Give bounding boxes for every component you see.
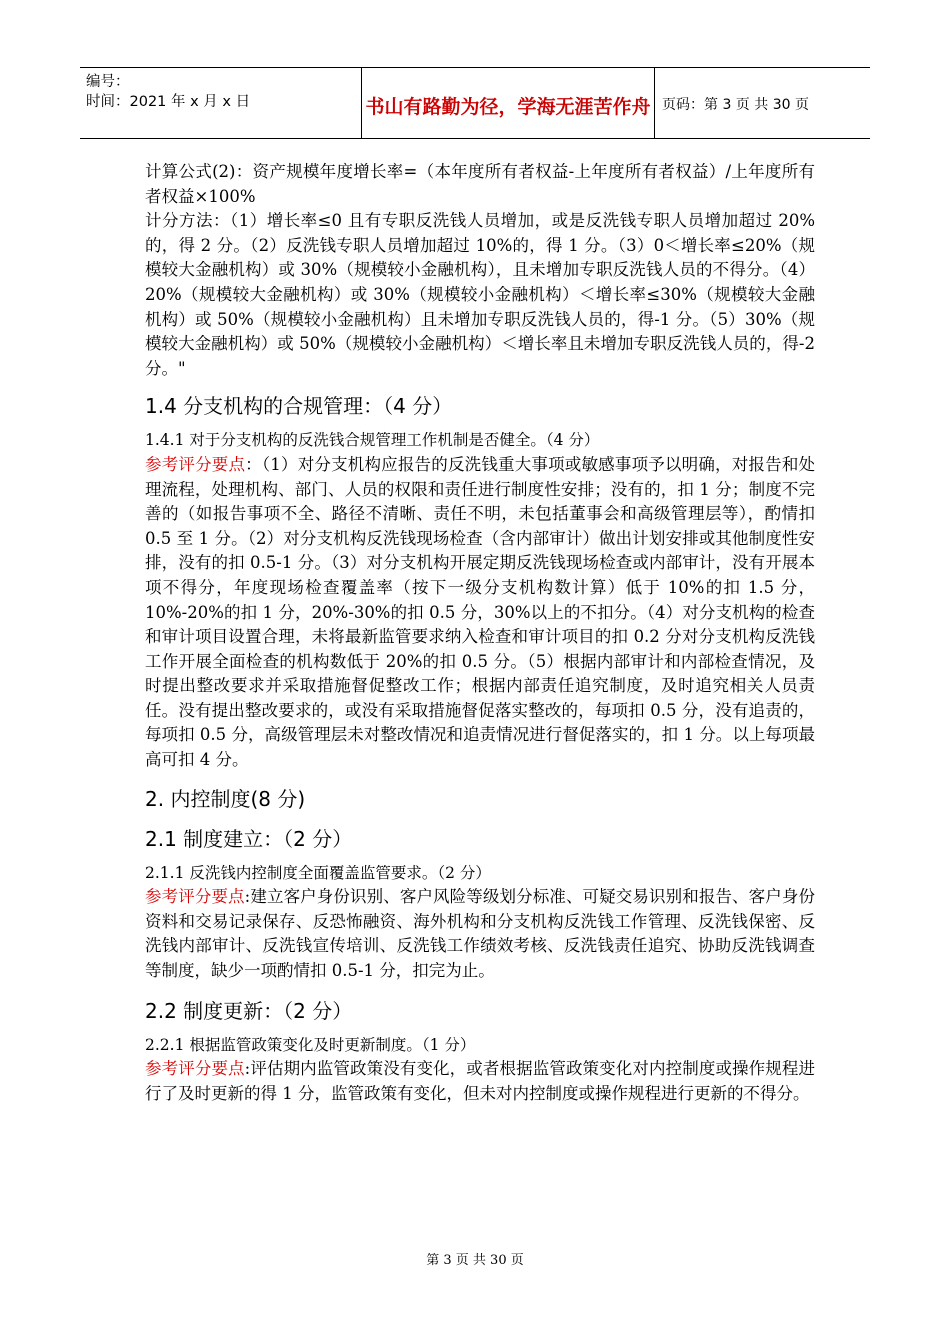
section-heading-1-4: 1.4 分支机构的合规管理：（4 分）: [145, 394, 453, 419]
page-header: [80, 67, 870, 139]
reference-label: 参考评分要点: [145, 887, 245, 907]
section-heading-2-1: 2.1 制度建立：（2 分）: [145, 826, 353, 851]
answer-1-4-1: [145, 453, 815, 773]
scoring-method-paragraph: 计分方法：（1）增长率≤0 且有专职反洗钱人员增加，或是反洗钱专职人员增加超过 20%的，得 2 分。（2）反洗钱专职人员增加超过 10%的，得 1 分。（3）0＜增长率≤20%（规模较大金融机构）或 30%（规模较小金融机构），且未增加专职反洗钱人员的不得分。（4）20%（规模较大金融机构）或 30%（规模较小金融机构）＜增长率≤30%（规模较大金融机构）或 50%（规模较小金融机构）且未增加专职反洗钱人员的，得-1 分。（5）30%（规模较大金融机构）或 50%（规模较小金融机构）＜增长率且未增加专职反洗钱人员的，得-2 分。": [145, 211, 815, 378]
answer-2-1-1: [145, 885, 815, 983]
question-2-1-1: 2.1.1 反洗钱内控制度全面覆盖监管要求。（2 分）: [145, 863, 491, 882]
answer-text: ：（1）对分支机构应报告的反洗钱重大事项或敏感事项予以明确，对报告和处理流程，处理机构、部门、人员的权限和责任进行制度性安排；没有的，扣 1 分；制度不完善的（如报告事项不全、路径不清晰、责任不明，未包括董事会和高级管理层等），酌情扣 0.5 至 1 分。（2）对分支机构反洗钱现场检查（含内部审计）做出计划安排或其他制度性安排，没有的扣 0.5-1 分。（3）对分支机构开展定期反洗钱现场检查或内部审计，没有开展本项不得分，年度现场检查覆盖率（按下一级分支机构数计算）低于 10%的扣 1.5 分，10%-20%的扣 1 分，20%-30%的扣 0.5 分，30%以上的不扣分。（4）对分支机构的检查和审计项目设置合理，未将最新监管要求纳入检查和审计项目的扣 0.2 分对分支机构反洗钱工作开展全面检查的机构数低于 20%的扣 0.5 分。（5）根据内部审计和内部检查情况，及时提出整改要求并采取措施督促整改工作；根据内部责任追究制度，及时追究相关人员责任。没有提出整改要求的，或没有采取措施督促落实整改的，每项扣 0.5 分，没有追责的，每项扣 0.5 分，高级管理层未对整改情况和追责情况进行督促落实的，扣 1 分。以上每项最高可扣 4 分。: [145, 454, 816, 770]
header-page-number: 页码：第 3 页 共 30 页: [662, 97, 809, 113]
question-1-4-1: 1.4.1 对于分支机构的反洗钱合规管理工作机制是否健全。（4 分）: [145, 431, 600, 450]
answer-2-2-1: [145, 1057, 815, 1106]
header-motto: 书山有路勤为径，学海无涯苦作舟: [365, 96, 651, 118]
answer-text: :建立客户身份识别、客户风险等级划分标准、可疑交易识别和报告、客户身份资料和交易记录保存、反恐怖融资、海外机构和分支机构反洗钱工作管理、反洗钱保密、反洗钱内部审计、反洗钱宣传培训、反洗钱工作绩效考核、反洗钱责任追究、协助反洗钱调查等制度，缺少一项酌情扣 0.5-1 分，扣完为止。: [145, 887, 816, 981]
section-heading-2-2: 2.2 制度更新：（2 分）: [145, 998, 353, 1023]
header-divider: [654, 68, 655, 138]
header-meta: [86, 72, 286, 112]
document-number-label: 编号：: [86, 74, 130, 90]
reference-label: 参考评分要点: [145, 1059, 245, 1079]
question-2-2-1: 2.2.1 根据监管政策变化及时更新制度。（1 分）: [145, 1035, 476, 1054]
document-date: 时间：2021 年 x 月 x 日: [86, 94, 251, 110]
formula-paragraph: 计算公式(2)：资产规模年度增长率=（本年度所有者权益-上年度所有者权益）/上年度所有者权益×100%: [145, 162, 815, 206]
reference-label: 参考评分要点: [145, 454, 246, 474]
answer-text: :评估期内监管政策没有变化，或者根据监管政策变化对内控制度或操作规程进行了及时更新的得 1 分，监管政策有变化，但未对内控制度或操作规程进行更新的不得分。: [145, 1059, 816, 1103]
section-heading-2: 2. 内控制度(8 分): [145, 786, 306, 811]
page-footer: 第 3 页 共 30 页: [426, 1253, 524, 1268]
document-body: [145, 160, 815, 1106]
